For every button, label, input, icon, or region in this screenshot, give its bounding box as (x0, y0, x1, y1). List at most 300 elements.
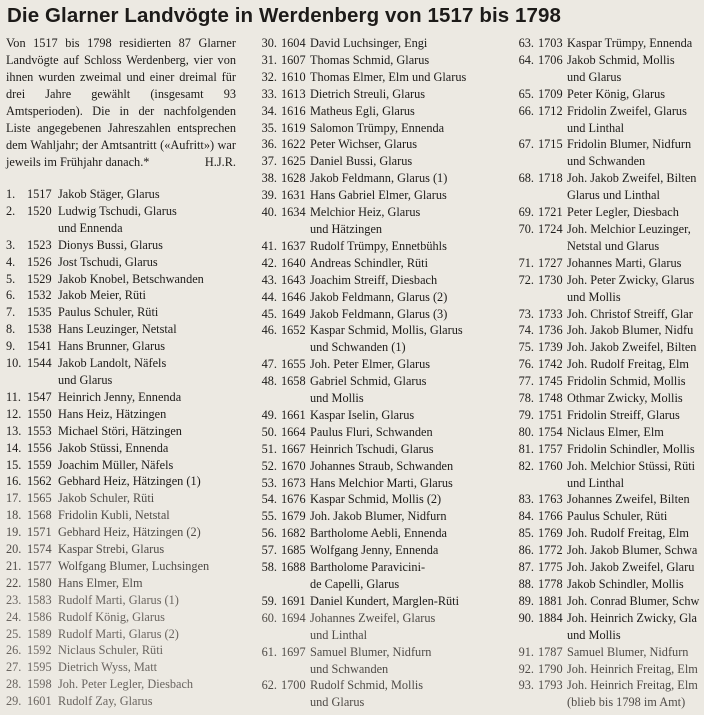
entry-number: 56. (261, 526, 277, 541)
list-item (6, 440, 248, 457)
entry-year: 1640 (281, 255, 306, 270)
entry-name: Jost Tschudi, Glarus (58, 254, 158, 269)
entry-year: 1670 (281, 458, 306, 473)
entry-year: 1577 (27, 558, 52, 573)
entry-name: Joh. Conrad Blumer, Schw (567, 593, 700, 608)
entry-number: 7. (6, 305, 16, 320)
entry-name: Thomas Schmid, Glarus (310, 52, 430, 67)
list-item (254, 289, 506, 306)
entry-year: 1757 (538, 441, 563, 456)
entry-year: 1628 (281, 171, 306, 186)
entry-year: 1676 (281, 492, 306, 507)
entry-number: 50. (261, 424, 277, 439)
list-item (254, 559, 506, 576)
entry-number: 5. (6, 271, 16, 286)
entry-name: Samuel Blumer, Nidfurn (567, 644, 689, 659)
entry-year: 1613 (281, 86, 306, 101)
entry-name-continuation: und Glarus (310, 695, 365, 710)
entry-name: Bartholome Aebli, Ennenda (310, 526, 447, 541)
list-item (6, 507, 248, 524)
entry-year: 1610 (281, 69, 306, 84)
entry-name: Dionys Bussi, Glarus (58, 237, 163, 252)
entry-year: 1703 (538, 36, 563, 50)
list-item (254, 373, 506, 390)
entry-name: Paulus Schuler, Rüti (567, 509, 668, 524)
entry-number: 48. (261, 374, 277, 389)
entry-year: 1589 (27, 626, 52, 641)
list-column-2 (254, 35, 506, 711)
entry-number: 2. (6, 203, 16, 218)
entry-number: 25. (6, 626, 22, 641)
entry-name: Peter Wichser, Glarus (310, 137, 418, 152)
entry-number: 26. (6, 643, 22, 658)
entry-number: 87. (518, 560, 534, 575)
list-item (254, 69, 506, 86)
entry-number: 35. (261, 120, 277, 135)
entry-name: Hans Heiz, Hätzingen (58, 406, 167, 421)
entry-number: 3. (6, 237, 16, 252)
entry-name: Joh. Jakob Blumer, Schwa (567, 543, 698, 558)
entry-year: 1754 (538, 424, 563, 439)
entry-name-continuation: Netstal und Glarus (567, 238, 660, 253)
entry-year: 1574 (27, 542, 52, 557)
entry-number: 34. (261, 103, 277, 118)
entry-name: Joh. Jakob Zweifel, Bilten (567, 171, 697, 186)
entry-year: 1760 (538, 458, 563, 473)
entry-number: 70. (518, 221, 534, 236)
list-item (254, 306, 506, 323)
list-item (6, 237, 248, 254)
list-item (511, 339, 704, 356)
list-item (254, 525, 506, 542)
list-item (511, 255, 704, 272)
entry-number: 91. (518, 644, 534, 659)
entry-name: Melchior Heiz, Glarus (310, 205, 421, 220)
entry-name: Jakob Schindler, Mollis (567, 577, 684, 591)
list-item (6, 659, 248, 676)
entry-number: 18. (6, 508, 22, 523)
entry-name: Peter Legler, Diesbach (567, 205, 679, 220)
entry-year: 1616 (281, 103, 306, 118)
list-item (511, 508, 704, 525)
entry-number: 24. (6, 609, 22, 624)
entry-name-continuation: de Capelli, Glarus (310, 577, 400, 591)
list-item (6, 186, 248, 203)
list-item (254, 458, 506, 475)
entry-name: Andreas Schindler, Rüti (310, 255, 429, 270)
entry-number: 79. (518, 407, 534, 422)
entry-year: 1742 (538, 357, 563, 372)
entry-number: 73. (518, 306, 534, 321)
list-item (254, 322, 506, 339)
entry-number: 85. (518, 526, 534, 541)
entry-number: 80. (518, 424, 534, 439)
entry-number: 89. (518, 593, 534, 608)
entry-year: 1884 (538, 610, 563, 625)
list-item (6, 592, 248, 609)
entry-name: Niclaus Schuler, Rüti (58, 643, 164, 658)
entry-name: Jakob Stäger, Glarus (58, 187, 160, 201)
author-initials: H.J.R. (204, 155, 236, 169)
list-item (6, 254, 248, 271)
entry-year: 1655 (281, 357, 306, 372)
entry-year: 1625 (281, 154, 306, 169)
entry-number: 19. (6, 525, 22, 540)
entry-number: 30. (261, 36, 277, 50)
entry-name: Johannes Marti, Glarus (567, 255, 682, 270)
entry-year: 1694 (281, 610, 306, 625)
list-item (6, 558, 248, 575)
entry-year: 1664 (281, 424, 306, 439)
entry-year: 1724 (538, 221, 563, 236)
entry-year: 1592 (27, 643, 52, 658)
entry-number: 40. (261, 205, 277, 220)
entry-number: 36. (261, 137, 277, 152)
entry-number: 14. (6, 440, 22, 455)
entry-year: 1532 (27, 288, 52, 303)
entry-number: 93. (518, 678, 534, 693)
entry-year: 1787 (538, 644, 563, 659)
entry-name: Jakob Feldmann, Glarus (1) (310, 171, 448, 186)
entry-name: Jakob Schmid, Mollis (567, 52, 675, 67)
entry-number: 63. (518, 36, 534, 50)
entry-number: 15. (6, 457, 22, 472)
entry-number: 13. (6, 423, 22, 438)
entry-year: 1772 (538, 543, 563, 558)
entry-year: 1619 (281, 120, 306, 135)
list-item (6, 406, 248, 423)
list-item (511, 35, 704, 52)
entry-year: 1790 (538, 661, 563, 676)
list-item (511, 491, 704, 508)
entry-year: 1526 (27, 254, 52, 269)
entry-year: 1520 (27, 203, 52, 218)
entry-number: 83. (518, 492, 534, 507)
entry-name: Hans Leuzinger, Netstal (58, 322, 177, 337)
entry-name: Bartholome Paravicini- (310, 560, 426, 575)
entry-number: 46. (261, 323, 277, 338)
entry-year: 1544 (27, 356, 52, 371)
entry-number: 49. (261, 407, 277, 422)
entry-number: 88. (518, 577, 534, 591)
entry-year: 1586 (27, 609, 52, 624)
entry-number: 64. (518, 52, 534, 67)
entry-name: Joh. Jakob Blumer, Nidfu (567, 323, 694, 338)
list-item (254, 153, 506, 170)
entry-name-continuation: und Schwanden (1) (310, 340, 406, 355)
entry-year: 1631 (281, 188, 306, 203)
list-item (511, 204, 704, 221)
entry-name: Kaspar Schmid, Mollis, Glarus (310, 323, 463, 338)
entry-name: Joh. Heinrich Zwicky, Gla (567, 610, 697, 625)
entry-name: Ludwig Tschudi, Glarus (58, 203, 177, 218)
entry-name-continuation: und Glarus (567, 69, 622, 84)
entry-year: 1763 (538, 492, 563, 507)
entry-number: 42. (261, 255, 277, 270)
entry-number: 21. (6, 558, 22, 573)
entry-name: Michael Störi, Hätzingen (58, 423, 182, 438)
entry-year: 1691 (281, 593, 306, 608)
entry-year: 1565 (27, 491, 52, 506)
list-item (511, 458, 704, 475)
entry-name: Paulus Fluri, Schwanden (310, 424, 433, 439)
list-item (511, 644, 704, 661)
entry-name: Hans Brunner, Glarus (58, 339, 166, 354)
entry-name-continuation: und Linthal (567, 120, 625, 135)
entry-year: 1622 (281, 137, 306, 152)
entry-number: 55. (261, 509, 277, 524)
entry-name: Rudolf Marti, Glarus (2) (58, 626, 179, 641)
entry-number: 12. (6, 406, 22, 421)
entry-year: 1736 (538, 323, 563, 338)
entry-number: 82. (518, 458, 534, 473)
entry-name-continuation: und Mollis (567, 627, 621, 642)
entry-name: Dietrich Streuli, Glarus (310, 86, 426, 101)
entry-year: 1637 (281, 238, 306, 253)
entry-name: Joh. Christof Streiff, Glar (567, 306, 693, 321)
list-item (254, 238, 506, 255)
list-item (6, 490, 248, 507)
list-item (254, 204, 506, 221)
entry-year: 1541 (27, 339, 52, 354)
list-item (254, 35, 506, 52)
entry-name: Fridolin Zweifel, Glarus (567, 103, 687, 118)
entry-name: Joh. Melchior Leuzinger, (567, 221, 691, 236)
list-item (254, 272, 506, 289)
entry-number: 69. (518, 205, 534, 220)
entry-name: Jakob Knobel, Betschwanden (58, 271, 204, 286)
entry-number: 11. (6, 389, 21, 404)
entry-number: 43. (261, 272, 277, 287)
entry-year: 1766 (538, 509, 563, 524)
list-item (6, 389, 248, 406)
entry-number: 86. (518, 543, 534, 558)
entry-name: Joh. Peter Elmer, Glarus (310, 357, 431, 372)
entry-name: Johannes Zweifel, Glarus (310, 610, 436, 625)
entry-name: Joh. Peter Legler, Diesbach (58, 677, 194, 692)
list-item (254, 407, 506, 424)
entry-number: 75. (518, 340, 534, 355)
entry-name: Hans Gabriel Elmer, Glarus (310, 188, 447, 203)
list-item (254, 491, 506, 508)
list-item (511, 103, 704, 120)
entry-name: Jakob Landolt, Näfels (58, 356, 167, 371)
list-item (254, 120, 506, 137)
entry-name: Joh. Melchior Stüssi, Rüti (567, 458, 696, 473)
entry-name-continuation: (blieb bis 1798 im Amt) (567, 695, 686, 710)
entry-name-continuation: und Schwanden (310, 661, 389, 676)
list-item (254, 441, 506, 458)
entry-year: 1601 (27, 694, 52, 709)
list-item (6, 287, 248, 304)
list-item (6, 693, 248, 710)
entry-number: 61. (261, 644, 277, 659)
list-item (6, 524, 248, 541)
list-item (6, 321, 248, 338)
list-item (511, 306, 704, 323)
entry-year: 1580 (27, 575, 52, 590)
entry-number: 37. (261, 154, 277, 169)
list-item (511, 136, 704, 153)
entry-name: Fridolin Kubli, Netstal (58, 508, 170, 523)
entry-name: Johannes Zweifel, Bilten (567, 492, 690, 507)
list-item (254, 644, 506, 661)
list-item (511, 322, 704, 339)
list-item (254, 475, 506, 492)
list-item (511, 221, 704, 238)
entry-year: 1607 (281, 52, 306, 67)
list-item (254, 593, 506, 610)
list-item (6, 355, 248, 372)
entry-name: Thomas Elmer, Elm und Glarus (310, 69, 467, 84)
entry-year: 1688 (281, 560, 306, 575)
entry-number: 51. (261, 441, 277, 456)
list-item (6, 575, 248, 592)
intro-text: Von 1517 bis 1798 residierten 87 Glarner Landvögte auf Schloss Werdenberg, vier von ihnen wurden zweimal und einer dreimal für drei Jahre gewählt (insgesamt 93 Amtsperioden). Die in der nachfolgenden Liste angegebenen Jahreszahlen entsprechen dem Wahljahr; der Amtsantritt («Aufritt») war jeweils im Frühjahr danach.* (6, 36, 236, 169)
list-item (254, 187, 506, 204)
entry-name: Paulus Schuler, Rüti (58, 305, 159, 320)
entry-year: 1652 (281, 323, 306, 338)
entry-number: 6. (6, 288, 16, 303)
entry-name-continuation: und Mollis (310, 391, 364, 406)
entry-name: Jakob Meier, Rüti (58, 288, 146, 303)
entry-number: 77. (518, 374, 534, 389)
entry-name: Othmar Zwicky, Mollis (567, 391, 683, 406)
entry-number: 58. (261, 560, 277, 575)
entry-name: Kaspar Trümpy, Ennenda (567, 36, 693, 50)
entry-number: 57. (261, 543, 277, 558)
list-item (511, 407, 704, 424)
entry-number: 67. (518, 137, 534, 152)
entry-name: Fridolin Schindler, Mollis (567, 441, 695, 456)
entry-number: 71. (518, 255, 534, 270)
entry-year: 1745 (538, 374, 563, 389)
entry-name: Rudolf Marti, Glarus (1) (58, 592, 179, 607)
list-item (511, 542, 704, 559)
list-item (6, 271, 248, 288)
entry-name-continuation: und Mollis (567, 289, 621, 304)
entry-name: Jakob Feldmann, Glarus (3) (310, 306, 448, 321)
list-item (254, 424, 506, 441)
entry-name: Joh. Jakob Zweifel, Bilten (567, 340, 697, 355)
intro-paragraph (6, 35, 236, 171)
entry-name: Fridolin Schmid, Mollis (567, 374, 686, 389)
entry-number: 47. (261, 357, 277, 372)
entry-name-continuation: und Linthal (567, 475, 625, 490)
entry-name: Gabriel Schmid, Glarus (310, 374, 427, 389)
entry-name: Matheus Egli, Glarus (310, 103, 415, 118)
entry-number: 1. (6, 187, 16, 201)
list-item (254, 170, 506, 187)
entry-number: 23. (6, 592, 22, 607)
entry-year: 1682 (281, 526, 306, 541)
entry-number: 72. (518, 272, 534, 287)
entry-year: 1658 (281, 374, 306, 389)
entry-name: Joh. Heinrich Freitag, Elm (567, 661, 698, 676)
entry-number: 32. (261, 69, 277, 84)
list-item (6, 642, 248, 659)
list-item (254, 677, 506, 694)
entry-year: 1634 (281, 205, 306, 220)
entry-name: Hans Elmer, Elm (58, 575, 143, 590)
entry-name: Jakob Stüssi, Ennenda (58, 440, 169, 455)
list-item (6, 338, 248, 355)
entry-name: Daniel Bussi, Glarus (310, 154, 413, 169)
entry-number: 27. (6, 660, 22, 675)
entry-name: Joh. Peter Zwicky, Glarus (567, 272, 695, 287)
list-item (511, 441, 704, 458)
list-item (6, 423, 248, 440)
entry-number: 17. (6, 491, 22, 506)
list-item (254, 136, 506, 153)
entry-year: 1730 (538, 272, 563, 287)
entry-number: 53. (261, 475, 277, 490)
entry-name: Fridolin Blumer, Nidfurn (567, 137, 692, 152)
entry-number: 31. (261, 52, 277, 67)
entry-number: 84. (518, 509, 534, 524)
entry-year: 1571 (27, 525, 52, 540)
entry-year: 1550 (27, 406, 52, 421)
entry-number: 78. (518, 391, 534, 406)
entry-year: 1697 (281, 644, 306, 659)
entry-year: 1733 (538, 306, 563, 321)
entry-year: 1583 (27, 592, 52, 607)
entry-number: 8. (6, 322, 16, 337)
entry-number: 22. (6, 575, 22, 590)
entry-name: Wolfgang Blumer, Luchsingen (58, 558, 210, 573)
entry-name: Joachim Müller, Näfels (58, 457, 174, 472)
entry-number: 90. (518, 610, 534, 625)
entry-number: 38. (261, 171, 277, 186)
entry-year: 1661 (281, 407, 306, 422)
entry-name: Salomon Trümpy, Ennenda (310, 120, 445, 135)
entry-year: 1709 (538, 86, 563, 101)
entry-name: Rudolf König, Glarus (58, 609, 165, 624)
entry-name: Joh. Jakob Zweifel, Glaru (567, 560, 695, 575)
list-item (254, 356, 506, 373)
entry-name: Wolfgang Jenny, Ennenda (310, 543, 439, 558)
entry-name: Samuel Blumer, Nidfurn (310, 644, 432, 659)
entry-number: 52. (261, 458, 277, 473)
entry-number: 29. (6, 694, 22, 709)
entry-number: 16. (6, 474, 22, 489)
list-item (511, 272, 704, 289)
entry-name-continuation: und Ennenda (58, 220, 123, 235)
page-title: Die Glarner Landvögte in Werdenberg von 1517 bis 1798 (7, 4, 562, 27)
entry-year: 1568 (27, 508, 52, 523)
entry-number: 81. (518, 441, 534, 456)
entry-name: Gebhard Heiz, Hätzingen (2) (58, 525, 201, 540)
entry-year: 1643 (281, 272, 306, 287)
entry-number: 20. (6, 542, 22, 557)
entry-year: 1595 (27, 660, 52, 675)
entry-year: 1547 (27, 389, 52, 404)
entry-name-continuation: und Hätzingen (310, 221, 383, 236)
list-item (511, 525, 704, 542)
entry-name: Niclaus Elmer, Elm (567, 424, 664, 439)
entry-year: 1685 (281, 543, 306, 558)
list-column-1 (6, 186, 248, 710)
entry-number: 4. (6, 254, 16, 269)
entry-year: 1748 (538, 391, 563, 406)
entry-name: Kaspar Schmid, Mollis (2) (310, 492, 442, 507)
entry-number: 65. (518, 86, 534, 101)
list-item (511, 390, 704, 407)
list-item (511, 373, 704, 390)
list-item (511, 661, 704, 678)
entry-name: Jakob Feldmann, Glarus (2) (310, 289, 448, 304)
entry-number: 59. (261, 593, 277, 608)
